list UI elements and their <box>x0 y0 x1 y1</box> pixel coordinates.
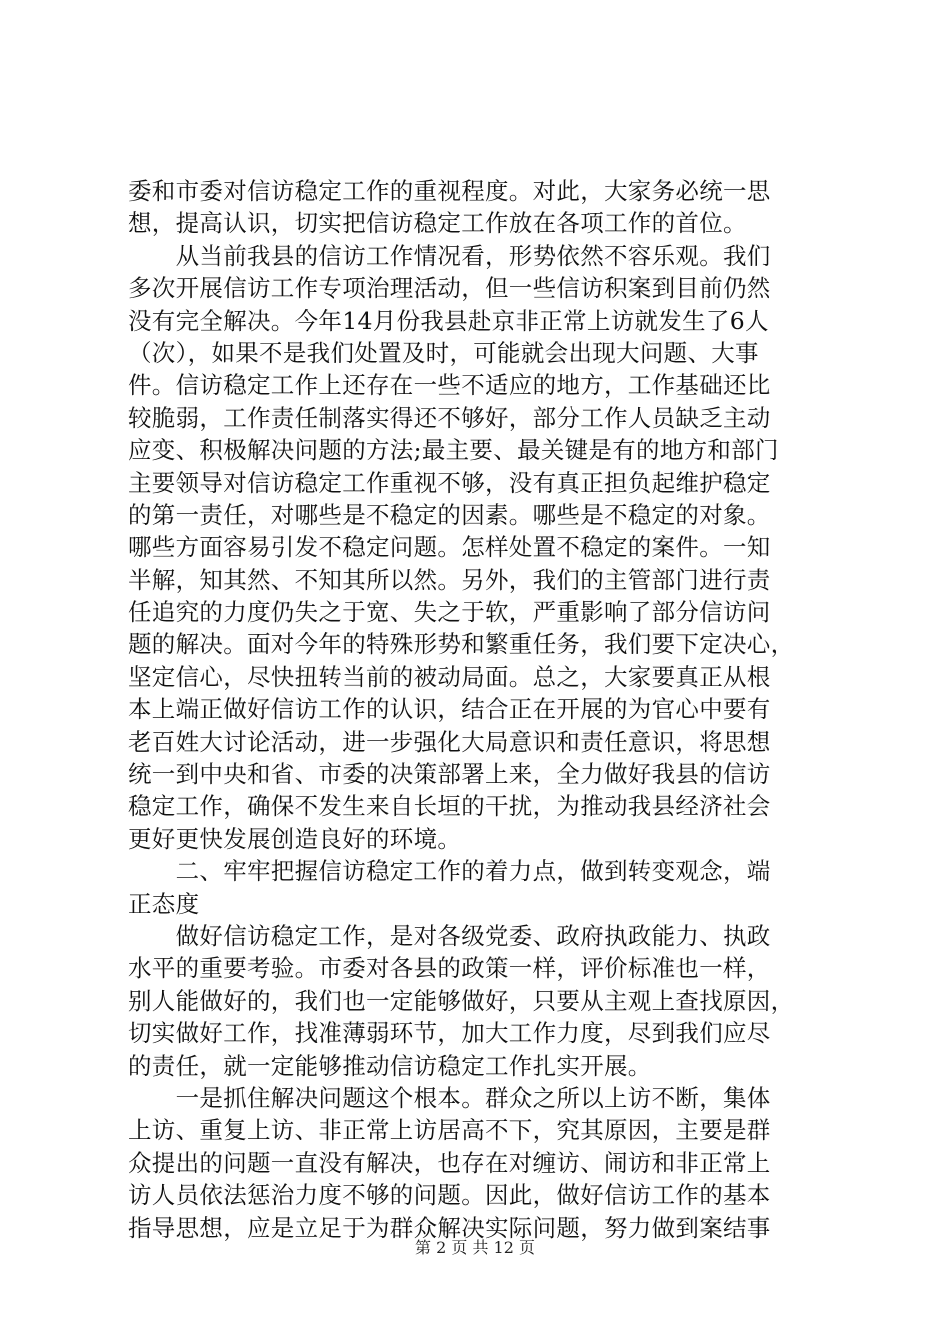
text-line: 委和市委对信访稳定工作的重视程度。对此，大家务必统一思 <box>128 177 771 205</box>
text-line: 指导思想，应是立足于为群众解决实际问题，努力做到案结事 <box>128 1213 771 1242</box>
body-text <box>128 175 833 1244</box>
text-line: 众提出的问题一直没有解决，也存在对缠访、闹访和非正常上 <box>128 1148 771 1177</box>
text-line: 多次开展信访工作专项治理活动，但一些信访积案到目前仍然 <box>128 274 771 303</box>
text-line: 题的解决。面对今年的特殊形势和繁重任务，我们要下定决心， <box>128 630 795 659</box>
text-line: 做好信访稳定工作，是对各级党委、政府执政能力、执政 <box>128 921 771 950</box>
text-line: 统一到中央和省、市委的决策部署上来，全力做好我县的信访 <box>128 760 771 789</box>
text-line: 更好更快发展创造良好的环境。 <box>128 824 462 853</box>
text-line: 稳定工作，确保不发生来自长垣的干扰，为推动我县经济社会 <box>128 792 771 821</box>
text-line: 切实做好工作，找准薄弱环节，加大工作力度，尽到我们应尽 <box>128 1019 771 1048</box>
text-line: 件。信访稳定工作上还存在一些不适应的地方，工作基础还比 <box>128 371 771 400</box>
page-number-footer: 第 2 页 共 12 页 <box>415 1238 535 1257</box>
text-line: 的责任，就一定能够推动信访稳定工作扎实开展。 <box>128 1051 652 1080</box>
text-line: 想，提高认识，切实把信访稳定工作放在各项工作的首位。 <box>128 209 747 238</box>
section-heading-line: 正态度 <box>128 889 200 918</box>
text-line: 别人能做好的，我们也一定能够做好，只要从主观上查找原因， <box>128 986 795 1015</box>
text-line: 任追究的力度仍失之于宽、失之于软，严重影响了部分信访问 <box>128 598 771 627</box>
text-line: 半解，知其然、不知其所以然。另外，我们的主管部门进行责 <box>128 565 771 594</box>
text-line: 应变、积极解决问题的方法;最主要、最关键是有的地方和部门 <box>128 436 779 465</box>
text-line: 主要领导对信访稳定工作重视不够，没有真正担负起维护稳定 <box>128 468 771 497</box>
text-line: 从当前我县的信访工作情况看，形势依然不容乐观。我们 <box>128 241 771 270</box>
text-line: 水平的重要考验。市委对各县的政策一样，评价标准也一样， <box>128 954 771 983</box>
text-line: 一是抓住解决问题这个根本。群众之所以上访不断，集体 <box>128 1083 771 1112</box>
text-line: 老百姓大讨论活动，进一步强化大局意识和责任意识，将思想 <box>128 727 771 756</box>
text-line: 较脆弱，工作责任制落实得还不够好，部分工作人员缺乏主动 <box>128 403 771 432</box>
text-line: 没有完全解决。今年14月份我县赴京非正常上访就发生了6人 <box>128 306 769 335</box>
section-heading-line: 二、牢牢把握信访稳定工作的着力点，做到转变观念，端 <box>128 857 771 886</box>
text-line: 坚定信心，尽快扭转当前的被动局面。总之，大家要真正从根 <box>128 662 771 691</box>
text-line: （次），如果不是我们处置及时，可能就会出现大问题、大事 <box>128 338 759 367</box>
text-line: 的第一责任，对哪些是不稳定的因素。哪些是不稳定的对象。 <box>128 500 771 529</box>
text-line: 访人员依法惩治力度不够的问题。因此，做好信访工作的基本 <box>128 1181 771 1210</box>
text-line: 上访、重复上访、非正常上访居高不下，究其原因，主要是群 <box>128 1116 771 1145</box>
text-line: 哪些方面容易引发不稳定问题。怎样处置不稳定的案件。一知 <box>128 533 771 562</box>
text-line: 本上端正做好信访工作的认识，结合正在开展的为官心中要有 <box>128 695 771 724</box>
